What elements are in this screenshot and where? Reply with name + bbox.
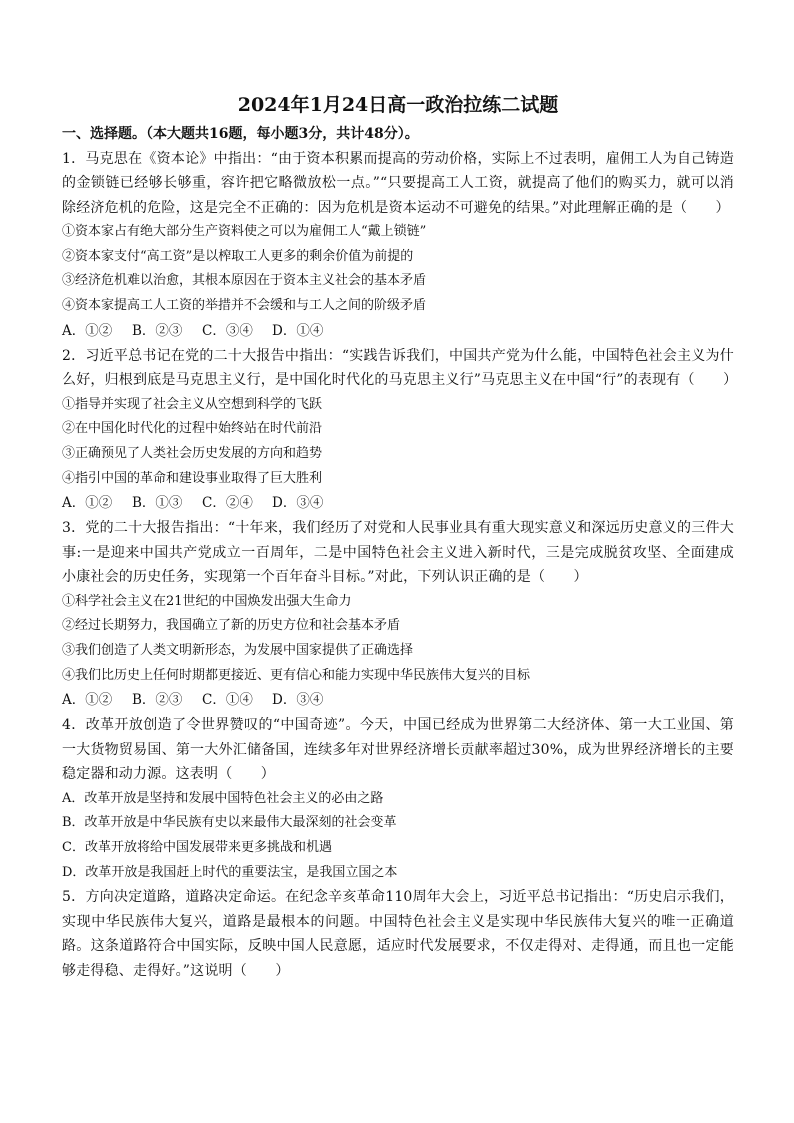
- question-stem: 3．党的二十大报告指出：“十年来，我们经历了对党和人民事业具有重大现实意义和深远历史意义的三件大事:一是迎来中国共产党成立一百周年，二是中国特色社会主义进入新时代，三是完成脱贫攻坚、全面建成小康社会的历史任务，实现第一个百年奋斗目标。”对此，下列认识正确的是（ ）: [62, 520, 734, 586]
- question-option: B．改革开放是中华民族有史以来最伟大最深刻的社会变革: [62, 815, 397, 831]
- question-option: ①资本家占有绝大部分生产资料使之可以为雇佣工人“戴上锁链”: [62, 224, 427, 239]
- answer-choice: D．③④: [272, 495, 324, 512]
- question-option: ②在中国化时代化的过程中始终站在时代前沿: [62, 421, 323, 437]
- question-option: C．改革开放将给中国发展带来更多挑战和机遇: [62, 839, 332, 855]
- answer-choices: [62, 491, 734, 516]
- question-option: A．改革开放是坚持和发展中国特色社会主义的必由之路: [62, 790, 384, 806]
- question-option: ③我们创造了人类文明新形态，为发展中国家提供了正确选择: [62, 642, 414, 658]
- answer-choice: C．①④: [202, 692, 253, 709]
- answer-choice: B．②③: [132, 692, 183, 709]
- answer-choice: B．②③: [132, 322, 183, 339]
- answer-choice: A．①②: [62, 495, 113, 512]
- exam-page: [62, 92, 738, 983]
- question-option: ④指引中国的革命和建设事业取得了巨大胜利: [62, 470, 323, 486]
- page-title: 2024年1月24日高一政治拉练二试题: [237, 94, 559, 116]
- question-block: [62, 885, 734, 983]
- answer-choice: D．①④: [272, 322, 324, 339]
- question-block: [62, 344, 738, 517]
- question-option: ③正确预见了人类社会历史发展的方向和趋势: [62, 445, 323, 461]
- answer-choice: A．①②: [62, 692, 113, 709]
- answer-choice: A．①②: [62, 322, 113, 339]
- question-stem: 1．马克思在《资本论》中指出：“由于资本积累而提高的劳动价格，实际上不过表明，雇佣工人为自己铸造的金锁链已经够长够重，容许把它略微放松一点。”“只要提高工人工资，就提高了他们的购买力，就可以消除经济危机的危险，这是完全不正确的：因为危机是资本运动不可避免的结果。”对此理解正确的是（ ）: [62, 150, 734, 216]
- section-heading: 一、选择题。（本大题共16题，每小题3分，共计48分）。: [62, 126, 419, 142]
- question-stem: 5．方向决定道路，道路决定命运。在纪念辛亥革命110周年大会上，习近平总书记指出：“历史启示我们，实现中华民族伟大复兴，道路是最根本的问题。中国特色社会主义是实现中华民族伟大复兴的唯一正确道路。这条道路符合中国实际，反映中国人民意愿，适应时代发展要求，不仅走得对、走得通，而且也一定能够走得稳、走得好。”这说明（ ）: [62, 889, 734, 979]
- question-block: [62, 713, 734, 885]
- question-option: ④我们比历史上任何时期都更接近、更有信心和能力实现中华民族伟大复兴的目标: [62, 667, 531, 683]
- question-block: [62, 147, 734, 344]
- question-option: ③经济危机难以治愈，其根本原因在于资本主义社会的基本矛盾: [62, 273, 427, 289]
- answer-choice: B．①③: [132, 495, 183, 512]
- question-option: D．改革开放是我国赶上时代的重要法宝，是我国立国之本: [62, 864, 398, 880]
- question-list: [62, 147, 738, 984]
- question-option: ②资本家支付“高工资”是以榨取工人更多的剩余价值为前提的: [62, 248, 414, 264]
- question-option: ②经过长期努力，我国确立了新的历史方位和社会基本矛盾: [62, 618, 401, 634]
- question-block: [62, 516, 734, 713]
- question-option: ①指导并实现了社会主义从空想到科学的飞跃: [62, 396, 323, 412]
- question-stem: 4．改革开放创造了令世界赞叹的“中国奇迹”。今天，中国已经成为世界第二大经济体、第一大工业国、第一大货物贸易国、第一大外汇储备国，连续多年对世界经济增长贡献率超过30%，成为世界经济增长的主要稳定器和动力源。这表明（ ）: [62, 717, 734, 783]
- answer-choices: [62, 688, 734, 713]
- answer-choice: C．③④: [202, 322, 253, 339]
- question-stem: 2．习近平总书记在党的二十大报告中指出：“实践告诉我们，中国共产党为什么能，中国特色社会主义为什么好，归根到底是马克思主义行，是中国化时代化的马克思主义行”马克思主义在中国“行”的表现有（ ）: [62, 347, 738, 389]
- answer-choices: [62, 319, 734, 344]
- question-option: ④资本家提高工人工资的举措并不会缓和与工人之间的阶级矛盾: [62, 298, 427, 314]
- question-option: ①科学社会主义在21世纪的中国焕发出强大生命力: [62, 593, 352, 609]
- answer-choice: C．②④: [202, 495, 253, 512]
- answer-choice: D．③④: [272, 692, 324, 709]
